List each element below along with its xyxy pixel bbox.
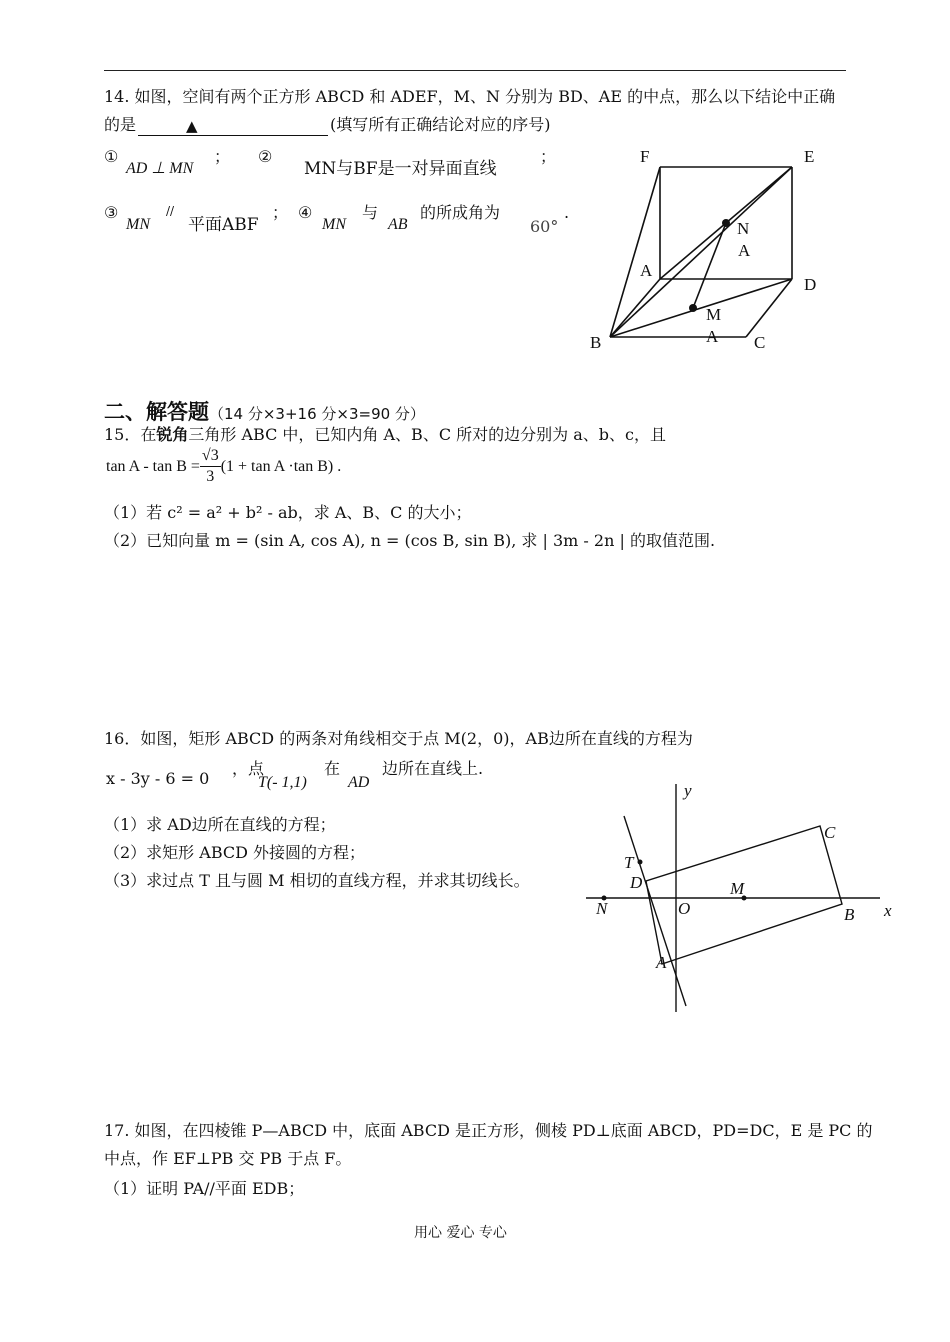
q16-line2-f: 边所在直线上. <box>382 759 484 778</box>
q14-period: . <box>564 203 570 222</box>
label-N: N <box>596 899 608 918</box>
q14-opt2-num: ② <box>258 147 273 166</box>
q14-opt4-c: 的所成角为 <box>420 203 501 222</box>
label-A: A <box>656 953 667 972</box>
q16-part1: （1）求 AD边所在直线的方程； <box>104 815 336 834</box>
label-O: O <box>678 899 691 918</box>
label-C: C <box>824 823 836 842</box>
q15-frac-den: 3 <box>206 468 215 485</box>
q15-line1-a: 15．在 <box>104 425 157 444</box>
label-D: D <box>630 873 643 892</box>
q15-equation <box>106 446 341 487</box>
label-M: M <box>706 305 722 324</box>
label-F: F <box>640 147 650 166</box>
label-N-A: A <box>738 241 751 260</box>
label-x: x <box>884 901 892 920</box>
q15-part2: （2）已知向量 m = (sin A, cos A), n = (cos B, sin B), 求 | 3m - 2n | 的取值范围. <box>104 531 716 550</box>
q14-sep3: ； <box>272 203 289 222</box>
segment-MN <box>693 223 726 308</box>
q14-opt4-num: ④ <box>298 203 313 222</box>
q14-opt1-num: ① <box>104 147 119 166</box>
q17-line1: 17. 如图，在四棱锥 P—ABCD 中，底面 ABCD 是正方形，侧棱 PD⊥底面 ABCD，PD=DC，E 是 PC 的 <box>104 1121 873 1140</box>
label-B: B <box>590 333 602 352</box>
edge-BF <box>610 167 660 337</box>
q14-opt3-b: 平面ABF <box>188 215 259 235</box>
q14-opt2: MN与BF是一对异面直线 <box>304 159 497 179</box>
section2-title: 二、解答题 <box>104 400 209 424</box>
point-N <box>722 219 730 227</box>
answer-triangle: ▲ <box>186 117 198 135</box>
q16-line2-d: 在 <box>324 759 341 778</box>
q16-line1: 16．如图，矩形 ABCD 的两条对角线相交于点 M(2，0)，AB边所在直线的方程为 <box>104 729 693 748</box>
q15-eq-left: tan A - tan B = <box>106 457 200 475</box>
q15-frac-num: √3 <box>200 446 221 467</box>
q15-fraction <box>200 446 221 487</box>
q16-part2: （2）求矩形 ABCD 外接圆的方程； <box>104 843 366 862</box>
page-footer: 用心 爱心 专心 <box>414 1225 507 1241</box>
q14-opt3-a: MN <box>126 216 150 233</box>
line-AD <box>624 816 686 1006</box>
q14-opt3-num: ③ <box>104 203 119 222</box>
q15-line1 <box>104 424 666 446</box>
label-T: T <box>624 853 634 872</box>
edge-CD <box>746 279 792 337</box>
point-T <box>638 860 643 865</box>
label-N: N <box>737 219 750 238</box>
label-B: B <box>844 905 855 924</box>
q15-line1-bold: 锐角 <box>156 425 189 444</box>
q14-opt4-b: AB <box>388 216 408 233</box>
section2-heading <box>104 396 425 426</box>
q14-opt4-a: MN <box>322 216 346 233</box>
label-M: M <box>730 879 745 898</box>
q14-line2-pre: 的是 <box>104 115 137 134</box>
q16-line2-a: x - 3y - 6 = 0 <box>106 769 210 788</box>
section2-score: （14 分×3+16 分×3=90 分） <box>209 405 425 423</box>
q15-line1-b: 三角形 ABC 中，已知内角 A、B、C 所对的边分别为 a、b、c，且 <box>188 425 666 444</box>
label-C: C <box>754 333 766 352</box>
q14-line1: 14. 如图，空间有两个正方形 ABCD 和 ADEF，M、N 分别为 BD、AE 的中点，那么以下结论中正确 <box>104 87 836 106</box>
point-M <box>689 304 697 312</box>
q16-line2-b: ，点 <box>232 759 265 778</box>
q14-opt4-d: 60° <box>530 217 559 236</box>
q16-part3: （3）求过点 T 且与圆 M 相切的直线方程，并求其切线长。 <box>104 871 530 890</box>
q14-sep2: ； <box>540 147 557 166</box>
label-M-A: A <box>706 327 719 346</box>
q17-part1: （1）证明 PA//平面 EDB； <box>104 1179 305 1198</box>
label-A: A <box>640 261 653 280</box>
label-D: D <box>804 275 817 294</box>
q16-line2-c: T(- 1,1) <box>258 774 307 791</box>
q15-eq-right: (1 + tan A ·tan B) . <box>220 457 342 475</box>
top-rule <box>104 70 846 71</box>
q17-line2: 中点，作 EF⊥PB 交 PB 于点 F。 <box>104 1149 352 1168</box>
q14-opt3-par: // <box>166 204 175 218</box>
q16-figure <box>580 780 900 1016</box>
q15-part1: （1）若 c² = a² + b² - ab，求 A、B、C 的大小； <box>104 503 472 522</box>
q14-opt1: AD ⊥ MN <box>126 160 194 177</box>
answer-blank <box>138 117 328 136</box>
q16-line2-e: AD <box>348 774 370 791</box>
q14-opt4-with: 与 <box>362 203 379 222</box>
label-y: y <box>684 781 692 800</box>
q14-line2-post: (填写所有正确结论对应的序号) <box>330 115 551 134</box>
label-E: E <box>804 147 815 166</box>
q14-line2 <box>104 114 551 136</box>
line-BE <box>610 167 792 337</box>
q14-sep1: ； <box>214 147 231 166</box>
q14-figure <box>580 140 850 360</box>
